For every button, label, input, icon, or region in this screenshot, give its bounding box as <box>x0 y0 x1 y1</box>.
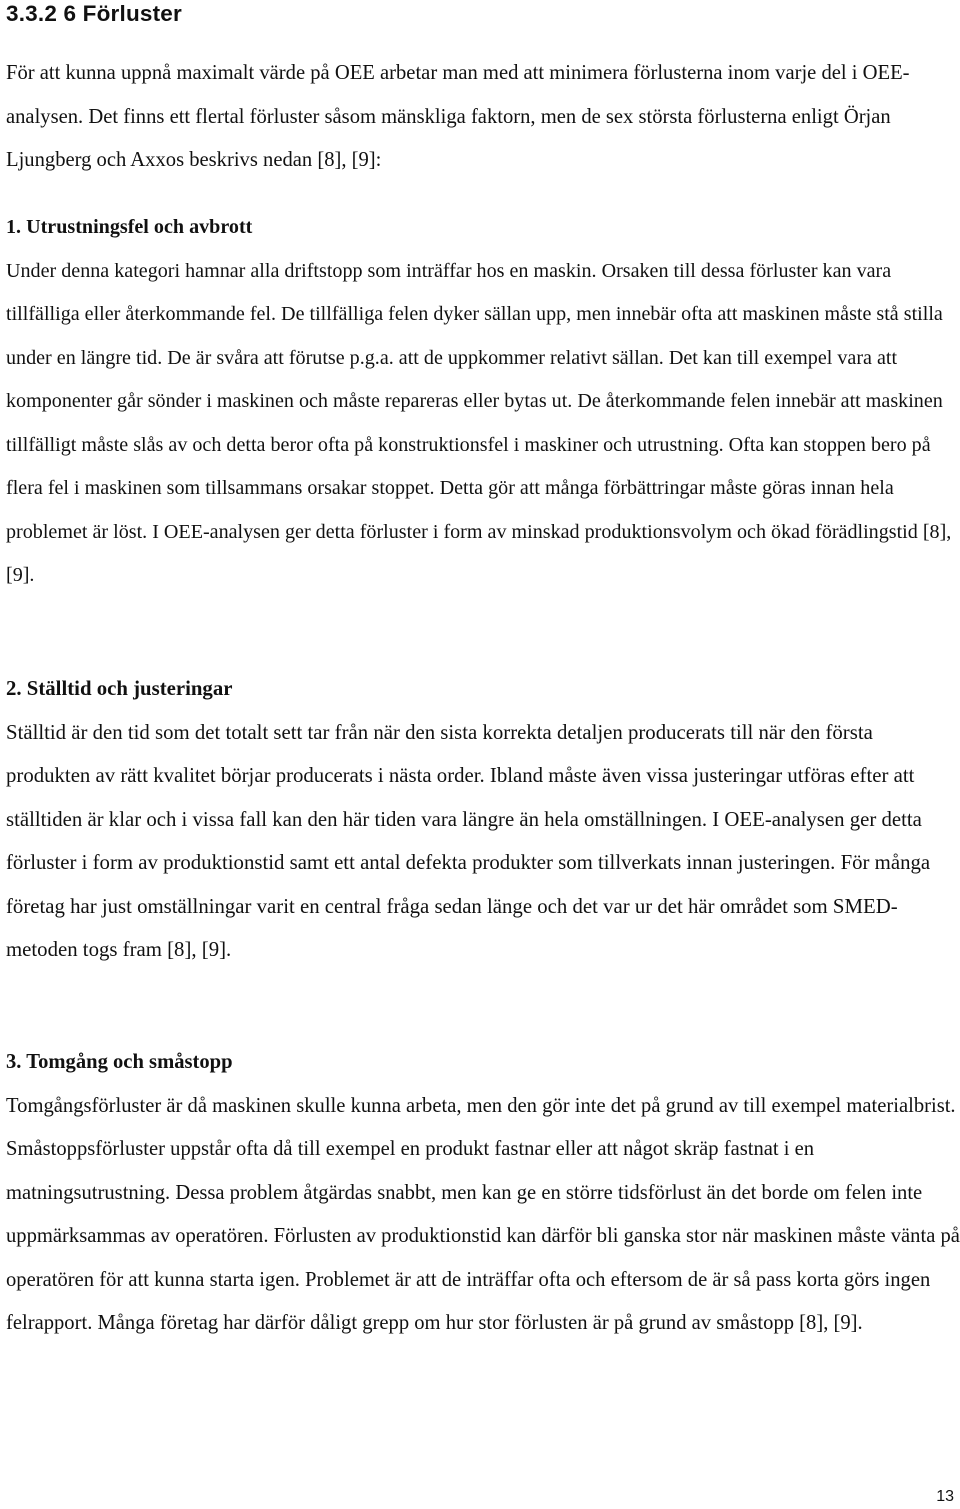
intro-paragraph: För att kunna uppnå maximalt värde på OEE arbetar man med att minimera förlusterna inom varje del i OEE-analysen. Det finns ett flertal förluster såsom mänskliga faktorn, men de sex största förlusterna enligt Örjan Ljungberg och Axxos beskrivs nedan [8], [9]: <box>6 62 910 171</box>
loss-item-3 <box>6 1041 960 1346</box>
loss-item-title: 1. Utrustningsfel och avbrott <box>6 216 253 238</box>
loss-item-body: Under denna kategori hamnar alla driftstopp som inträffar hos en maskin. Orsaken till dessa förluster kan vara tillfälliga eller återkommande fel. De tillfälliga felen dyker sällan upp, men innebär ofta att maskinen måste stå stilla under en längre tid. De är svåra att förutse p.g.a. att de uppkommer relativt sällan. Det kan till exempel vara att komponenter går sönder i maskinen och måste repareras eller bytas ut. De återkommande felen innebär att maskinen tillfälligt måste slås av och detta beror ofta på konstruktionsfel i maskiner och utrustning. Ofta kan stoppen bero på flera fel i maskinen som tillsammans orsakar stoppet. Detta gör att många förbättringar måste göras innan hela problemet är löst. I OEE-analysen ger detta förluster i form av minskad produktionsvolym och ökad förädlingstid [8], [9]. <box>6 259 952 586</box>
section-heading: 3.3.2 6 Förluster <box>6 1 182 26</box>
loss-item-2 <box>6 667 960 972</box>
page-number: 13 <box>936 1488 954 1505</box>
loss-item-title: 2. Ställtid och justeringar <box>6 677 233 700</box>
loss-item-1 <box>6 206 960 598</box>
loss-item-body: Tomgångsförluster är då maskinen skulle kunna arbeta, men den gör inte det på grund av till exempel materialbrist. Småstoppsförluster uppstår ofta då till exempel en produkt fastnar eller att något skräp fastnat i en matningsutrustning. Dessa problem åtgärdas snabbt, men kan ge en större tidsförlust än det borde om felen inte uppmärksammas av operatören. Förlusten av produktionstid kan därför bli ganska stor när maskinen måste vänta på operatören för att kunna starta igen. Problemet är att de inträffar ofta och eftersom de är så pass korta görs ingen felrapport. Många företag har därför dåligt grepp om hur stor förlusten är på grund av småstopp [8], [9]. <box>6 1094 960 1334</box>
loss-item-body: Ställtid är den tid som det totalt sett tar från när den sista korrekta detaljen producerats till när den första produkten av rätt kvalitet börjar producerats i nästa order. Ibland måste även vissa justeringar utföras efter att ställtiden är klar och i vissa fall kan den här tiden vara längre än hela omställningen. I OEE-analysen ger detta förluster i form av produktionstid samt ett antal defekta produkter som tillverkats innan justeringen. För många företag har just omställningar varit en central fråga sedan länge och det var ur det här området som SMED-metoden togs fram [8], [9]. <box>6 720 931 961</box>
loss-item-title: 3. Tomgång och småstopp <box>6 1051 233 1073</box>
